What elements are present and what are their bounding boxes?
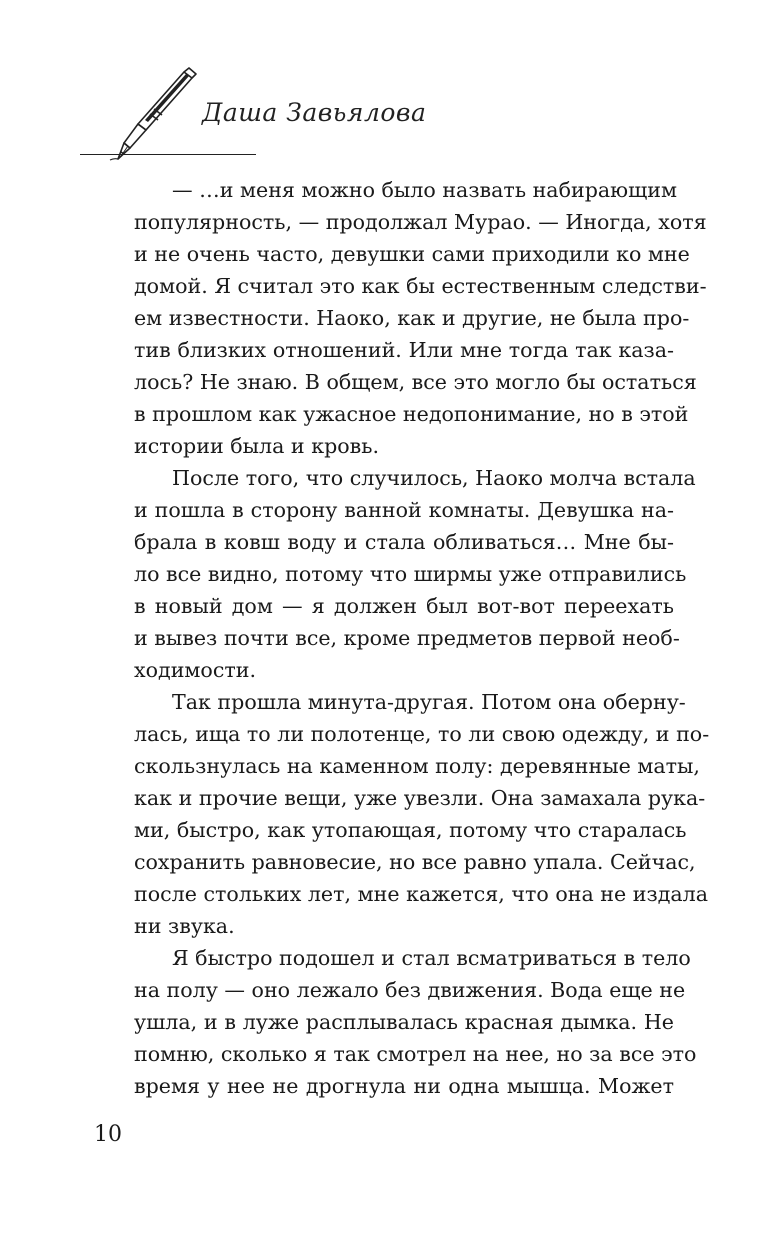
paragraph-1 [134, 174, 707, 462]
header-rule [92, 154, 256, 155]
text-line: на полу — оно лежало без движения. Вода еще не [134, 978, 686, 1002]
text-line: ми, быстро, как утопающая, потому что старалась [134, 818, 687, 842]
text-line: истории была и кровь. [134, 434, 380, 458]
text-line: время у нее не дрогнула ни одна мышца. Может [134, 1074, 674, 1098]
text-line: Я быстро подошел и стал всматриваться в тело [172, 946, 691, 970]
text-line: — …и меня можно было назвать набирающим [172, 178, 677, 202]
text-line: в прошлом как ужасное недопонимание, но в этой [134, 402, 689, 426]
text-line: и пошла в сторону ванной комнаты. Девушка на- [134, 498, 674, 522]
text-line: популярность, — продолжал Мурао. — Иногда, хотя [134, 210, 707, 234]
text-line: сохранить равновесие, но все равно упала. Сейчас, [134, 850, 696, 874]
text-line: лось? Не знаю. В общем, все это могло бы остаться [134, 370, 697, 394]
paragraph-4 [134, 942, 697, 1102]
text-line: и вывез почти все, кроме предметов первой необ- [134, 626, 680, 650]
text-line: ло все видно, потому что ширмы уже отправились [134, 562, 687, 586]
header-rule-short [80, 154, 92, 155]
text-line: помню, сколько я так смотрел на нее, но за все это [134, 1042, 697, 1066]
text-line: после стольких лет, мне кажется, что она не издала [134, 882, 709, 906]
text-line: в новый дом — я должен был вот-вот переехать [134, 594, 674, 618]
body-text [134, 174, 710, 1102]
text-line: ходимости. [134, 658, 257, 682]
text-line: тив близких отношений. Или мне тогда так каза- [134, 338, 674, 362]
author-name: Даша Завьялова [202, 98, 427, 127]
text-line: как и прочие вещи, уже увезли. Она замахала рука- [134, 786, 706, 810]
text-line: и не очень часто, девушки сами приходили ко мне [134, 242, 690, 266]
text-line: ем известности. Наоко, как и другие, не была про- [134, 306, 690, 330]
text-line: Так прошла минута-другая. Потом она оберну- [172, 690, 686, 714]
text-line: лась, ища то ли полотенце, то ли свою одежду, и по- [134, 722, 710, 746]
text-line: ушла, и в луже расплывалась красная дымка. Не [134, 1010, 674, 1034]
paragraph-3 [134, 686, 710, 942]
paragraph-2 [134, 462, 696, 686]
text-line: домой. Я считал это как бы естественным следстви- [134, 274, 707, 298]
text-line: После того, что случилось, Наоко молча встала [172, 466, 696, 490]
text-line: брала в ковш воду и стала обливаться… Мне бы- [134, 530, 674, 554]
fountain-pen-icon [88, 64, 198, 164]
page-number: 10 [94, 1122, 122, 1147]
text-line: ни звука. [134, 914, 235, 938]
text-line: скользнулась на каменном полу: деревянные маты, [134, 754, 700, 778]
